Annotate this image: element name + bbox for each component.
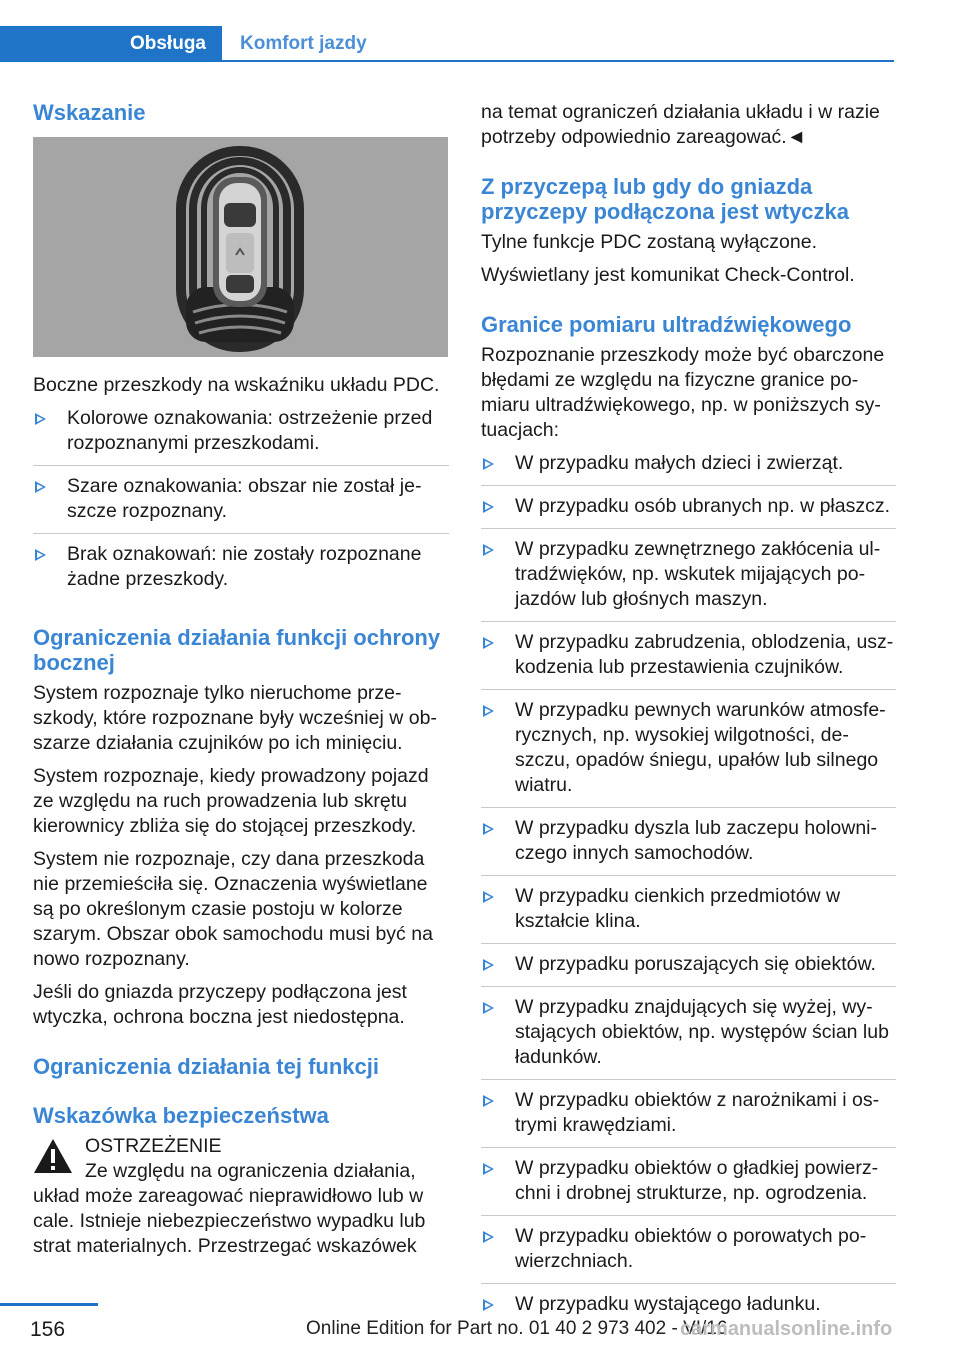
list-item: W przypadku małych dzieci i zwierząt.: [481, 451, 896, 486]
paragraph: Rozpoznanie przeszkody może być obarczone błędami ze względu na fizyczne granice pomiaru ultradźwiękowego, np. w poniższych sytuacjach:: [481, 344, 885, 441]
warning-box: [33, 1134, 449, 1184]
heading-ograniczenia-tej-funkcji: Ograniczenia działania tej funkcji: [33, 1054, 379, 1079]
heading-wskazowka: Wskazówka bezpieczeństwa: [33, 1103, 329, 1128]
warning-title: OSTRZEŻENIE: [85, 1135, 222, 1157]
tab-underline: [222, 60, 894, 62]
triangle-bullet-icon: [35, 549, 46, 561]
triangle-bullet-icon: [483, 458, 494, 470]
list-item: Szare oznakowania: obszar nie został jeszcze rozpoznany.: [33, 474, 449, 534]
triangle-bullet-icon: [483, 705, 494, 717]
list-item: Brak oznakowań: nie zostały rozpoznane żadne przeszkody.: [33, 542, 449, 601]
triangle-bullet-icon: [483, 1299, 494, 1311]
triangle-bullet-icon: [483, 1002, 494, 1014]
triangle-bullet-icon: [483, 637, 494, 649]
edition-info: Online Edition for Part no. 01 40 2 973 402 - VI/16: [306, 1318, 728, 1339]
triangle-bullet-icon: [483, 1095, 494, 1107]
warning-text-first: Ze względu na ograniczenia działania,: [85, 1160, 416, 1182]
paragraph: System rozpoznaje tylko nieruchome przeszkody, które rozpoznane były wcześniej w obszarze działania czujników po ich minięciu.: [33, 682, 437, 754]
limitations-list: [481, 451, 896, 1326]
list-item: W przypadku osób ubranych np. w płaszcz.: [481, 494, 896, 529]
list-item: W przypadku cienkich przedmiotów w kształcie klina.: [481, 884, 896, 944]
list-item: W przypadku obiektów o porowatych powierzchniach.: [481, 1224, 896, 1284]
pdc-display-image: [33, 137, 448, 357]
triangle-bullet-icon: [483, 823, 494, 835]
list-item: W przypadku zewnętrznego zakłócenia ultradźwięków, np. wskutek mijających pojazdów lub głośnych maszyn.: [481, 537, 896, 622]
paragraph: Tylne funkcje PDC zostaną wyłączone.: [481, 231, 817, 253]
right-column: [481, 100, 896, 1334]
triangle-bullet-icon: [483, 501, 494, 513]
triangle-bullet-icon: [483, 1163, 494, 1175]
heading-przyczepa: Z przyczepą lub gdy do gniazda przyczepy podłączona jest wtyczka: [481, 174, 850, 224]
paragraph: Jeśli do gniazda przyczepy podłączona jest wtyczka, ochrona boczna jest niedostępna.: [33, 981, 407, 1028]
page-number: 156: [30, 1318, 66, 1341]
triangle-bullet-icon: [483, 544, 494, 556]
left-column: [33, 100, 449, 1267]
list-item: W przypadku zabrudzenia, oblodzenia, uszkodzenia lub przestawienia czujników.: [481, 630, 896, 690]
figure-caption: Boczne przeszkody na wskaźniku układu PDC.: [33, 374, 440, 396]
section-tabs: [0, 26, 894, 62]
paragraph: System nie rozpoznaje, czy dana przeszkoda nie przemieściła się. Oznaczenia wyświetlane są po określonym czasie postoju w kolorze szarym. Obszar obok samochodu musi być na nowo rozpoznany.: [33, 848, 433, 970]
heading-ograniczenia-bocznej: Ograniczenia działania funkcji ochrony bocznej: [33, 625, 441, 675]
paragraph: Wyświetlany jest komunikat Check-Control.: [481, 264, 855, 286]
triangle-bullet-icon: [483, 1231, 494, 1243]
footer-rule: [0, 1303, 98, 1306]
paragraph: na temat ograniczeń działania układu i w razie potrzeby odpowiednio zareagować.◄: [481, 101, 880, 148]
list-item: W przypadku obiektów o gładkiej powierzchni i drobnej strukturze, np. ogrodzenia.: [481, 1156, 896, 1216]
list-item: W przypadku znajdujących się wyżej, wystających obiektów, np. występów ścian lub ładunków.: [481, 995, 896, 1080]
heading-granice-pomiaru: Granice pomiaru ultradźwiękowego: [481, 312, 852, 337]
list-item: Kolorowe oznakowania: ostrzeżenie przed rozpoznanymi przeszkodami.: [33, 406, 449, 466]
warning-triangle-icon: [33, 1138, 73, 1174]
watermark: carmanualsonline.info: [680, 1318, 893, 1340]
triangle-bullet-icon: [35, 413, 46, 425]
tab-komfort-jazdy[interactable]: Komfort jazdy: [240, 33, 367, 54]
list-item: W przypadku pewnych warunków atmosferycznych, np. wysokiej wilgotności, deszczu, opadów śniegu, upałów lub silnego wiatru.: [481, 698, 896, 808]
marking-list: [33, 406, 449, 601]
triangle-bullet-icon: [483, 959, 494, 971]
list-item: W przypadku wystającego ładunku.: [481, 1292, 896, 1326]
triangle-bullet-icon: [35, 481, 46, 493]
list-item: W przypadku obiektów z narożnikami i ostrymi krawędziami.: [481, 1088, 896, 1148]
triangle-bullet-icon: [483, 891, 494, 903]
tab-obsluga[interactable]: Obsługa: [0, 26, 222, 62]
paragraph: System rozpoznaje, kiedy prowadzony pojazd ze względu na ruch prowadzenia lub skrętu kierownicy zbliża się do stojącej przeszkody.: [33, 765, 429, 837]
heading-wskazanie: Wskazanie: [33, 100, 146, 125]
list-item: W przypadku poruszających się obiektów.: [481, 952, 896, 987]
pdc-car-illustration: [33, 137, 448, 357]
warning-text: układ może zareagować nieprawidłowo lub w cale. Istnieje niebezpieczeństwo wypadku lub strat materialnych. Przestrzegać wskazówek: [33, 1185, 426, 1257]
list-item: W przypadku dyszla lub zaczepu holowniczego innych samochodów.: [481, 816, 896, 876]
